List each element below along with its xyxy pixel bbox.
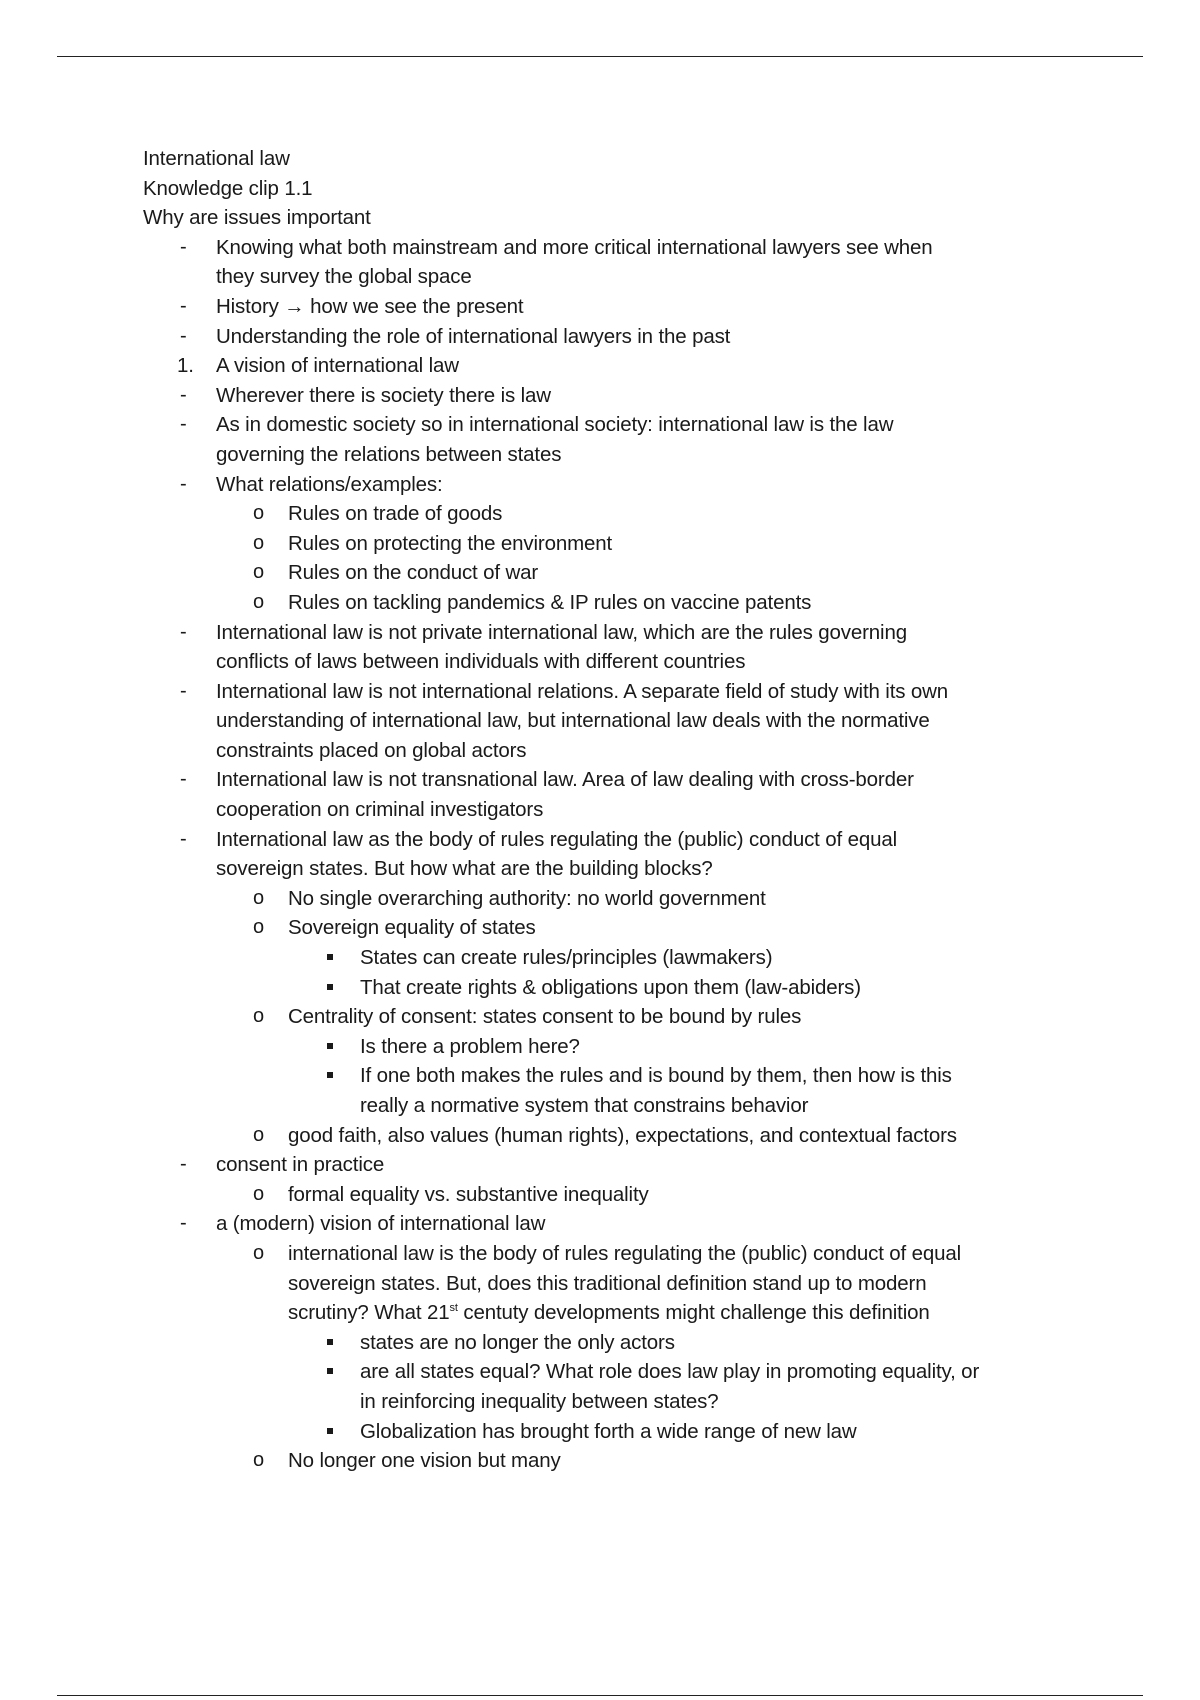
dash-bullet-icon: -: [180, 768, 187, 791]
list-item-text: sovereign states. But how what are the building blocks?: [216, 857, 713, 881]
list-item-line: [143, 647, 1103, 677]
circle-bullet-icon: o: [253, 561, 264, 584]
circle-bullet-icon: o: [253, 1449, 264, 1472]
list-item-text: International law is not international relations. A separate field of study with its own: [216, 679, 949, 703]
list-item-line: [143, 1121, 1103, 1151]
list-item: [143, 1032, 1103, 1062]
document-body: [143, 144, 1103, 1476]
list-item-line: [143, 1269, 1103, 1299]
heading-line: Knowledge clip 1.1: [143, 176, 313, 200]
dash-bullet-icon: -: [180, 235, 187, 258]
list-item: [143, 1446, 1103, 1476]
list-item-text: Knowing what both mainstream and more critical international lawyers see when: [216, 235, 933, 259]
list-item-line: [143, 322, 1103, 352]
list-item-line: [143, 292, 1103, 322]
list-number: 1.: [177, 354, 194, 378]
list-item-line: [143, 884, 1103, 914]
list-item-line: [143, 1387, 1103, 1417]
list-item-line: [143, 470, 1103, 500]
circle-bullet-icon: o: [253, 590, 264, 613]
dash-bullet-icon: -: [180, 1212, 187, 1235]
list-item-text: conflicts of laws between individuals with different countries: [216, 650, 746, 674]
superscript-text: st: [449, 1302, 458, 1315]
list-item-text: Rules on protecting the environment: [288, 531, 613, 555]
list-item-line: [143, 529, 1103, 559]
list-item-text: History → how we see the present: [216, 294, 524, 318]
list-item-line: [143, 736, 1103, 766]
list-item: [143, 1061, 1103, 1120]
list-item: [143, 943, 1103, 973]
circle-bullet-icon: o: [253, 531, 264, 554]
list-item: [143, 1357, 1103, 1416]
list-item-text: centuty developments might challenge this definition: [457, 1301, 930, 1325]
list-item-line: [143, 943, 1103, 973]
list-item: [143, 233, 1103, 292]
list-item-line: [143, 677, 1103, 707]
circle-bullet-icon: o: [253, 1241, 264, 1264]
square-bullet-icon: [327, 984, 333, 990]
heading-line: International law: [143, 147, 290, 170]
bottom-rule: [57, 1695, 1143, 1696]
list-item-text: consent in practice: [216, 1153, 385, 1177]
list-item: [143, 529, 1103, 559]
list-item: [143, 1417, 1103, 1447]
list-item: [143, 913, 1103, 943]
list-item-line: [143, 1417, 1103, 1447]
circle-bullet-icon: o: [253, 1123, 264, 1146]
list-item-line: [143, 1032, 1103, 1062]
list-item-text: A vision of international law: [216, 354, 459, 378]
list-item-line: [143, 825, 1103, 855]
list-item-line: [143, 1209, 1103, 1239]
list-item: [143, 381, 1103, 411]
list-item-text: understanding of international law, but international law deals with the normative: [216, 709, 930, 733]
dash-bullet-icon: -: [180, 324, 187, 347]
circle-bullet-icon: o: [253, 502, 264, 525]
list-item-text: Rules on the conduct of war: [288, 561, 539, 585]
list-item-text: really a normative system that constrains behavior: [360, 1094, 809, 1117]
list-item-line: [143, 410, 1103, 440]
list-item-line: [143, 706, 1103, 736]
list-item-line: [143, 233, 1103, 263]
list-item-text: they survey the global space: [216, 265, 472, 289]
list-item: [143, 1209, 1103, 1239]
list-item-line: [143, 1239, 1103, 1269]
dash-bullet-icon: -: [180, 1153, 187, 1176]
list-item-line: [143, 618, 1103, 648]
list-item: [143, 677, 1103, 766]
list-item-line: [143, 1091, 1103, 1121]
list-item-text: What relations/examples:: [216, 472, 443, 496]
list-item: [143, 1239, 1103, 1328]
list-item-line: [143, 795, 1103, 825]
list-item-line: [143, 558, 1103, 588]
list-item: [143, 1328, 1103, 1358]
square-bullet-icon: [327, 1339, 333, 1345]
square-bullet-icon: [327, 1368, 333, 1374]
list-item-line: [143, 1328, 1103, 1358]
dash-bullet-icon: -: [180, 679, 187, 702]
list-item-text: good faith, also values (human rights), expectations, and contextual factors: [288, 1123, 957, 1147]
list-item-line: [143, 1357, 1103, 1387]
list-item: [143, 1150, 1103, 1180]
list-item: [143, 884, 1103, 914]
list-item-text: Wherever there is society there is law: [216, 383, 551, 407]
list-item: [143, 1002, 1103, 1032]
list-item-text: No longer one vision but many: [288, 1449, 561, 1473]
list-item-text: As in domestic society so in international society: international law is the law: [216, 413, 894, 437]
list-item-line: [143, 1150, 1103, 1180]
list-item-line: [143, 1061, 1103, 1091]
dash-bullet-icon: -: [180, 413, 187, 436]
list-item-text: States can create rules/principles (lawmakers): [360, 946, 773, 970]
list-item-text: sovereign states. But, does this traditional definition stand up to modern: [288, 1271, 927, 1295]
list-item-text: cooperation on criminal investigators: [216, 798, 544, 822]
list-item-text: No single overarching authority: no world government: [288, 886, 766, 910]
circle-bullet-icon: o: [253, 916, 264, 939]
list-item: [143, 1180, 1103, 1210]
list-item-text: Globalization has brought forth a wide range of new law: [360, 1419, 857, 1443]
dash-bullet-icon: -: [180, 294, 187, 317]
dash-bullet-icon: -: [180, 827, 187, 850]
list-item-text: If one both makes the rules and is bound by them, then how is this: [360, 1064, 952, 1088]
square-bullet-icon: [327, 1043, 333, 1049]
square-bullet-icon: [327, 954, 333, 960]
list-item-text: International law is not transnational law. Area of law dealing with cross-border: [216, 768, 914, 792]
list-item-line: [143, 1298, 1103, 1328]
square-bullet-icon: [327, 1428, 333, 1434]
square-bullet-icon: [327, 1072, 333, 1078]
list-item-line: [143, 1446, 1103, 1476]
list-item-text: International law as the body of rules regulating the (public) conduct of equal: [216, 827, 898, 851]
list-item: [143, 825, 1103, 884]
list-item-text: constraints placed on global actors: [216, 738, 527, 762]
list-item: [143, 558, 1103, 588]
list-item: [143, 292, 1103, 322]
list-item-line: [143, 440, 1103, 470]
list-item: [143, 973, 1103, 1003]
circle-bullet-icon: o: [253, 1005, 264, 1028]
list-item-text: are all states equal? What role does law play in promoting equality, or: [360, 1360, 980, 1384]
dash-bullet-icon: -: [180, 383, 187, 406]
list-item-text: a (modern) vision of international law: [216, 1212, 546, 1236]
list-item-text: Sovereign equality of states: [288, 916, 536, 940]
list-item: [143, 765, 1103, 824]
dash-bullet-icon: -: [180, 620, 187, 643]
list-item-line: [143, 765, 1103, 795]
list-item: [143, 499, 1103, 529]
circle-bullet-icon: o: [253, 1182, 264, 1205]
list-item-text: Rules on tackling pandemics & IP rules on vaccine patents: [288, 590, 812, 614]
heading-line: Why are issues important: [143, 206, 371, 230]
circle-bullet-icon: o: [253, 886, 264, 909]
list-item-line: [143, 499, 1103, 529]
list-item-line: [143, 1180, 1103, 1210]
list-item-line: [143, 351, 1103, 381]
list-item-text: scrutiny? What 21: [288, 1301, 450, 1325]
list-item-line: [143, 973, 1103, 1003]
list-item: [143, 618, 1103, 677]
list-item-line: [143, 588, 1103, 618]
list-item-text: in reinforcing inequality between states?: [360, 1389, 719, 1413]
list-item: [143, 1121, 1103, 1151]
list-item: [143, 351, 1103, 381]
list-item-line: [143, 1002, 1103, 1032]
top-rule: [57, 56, 1143, 57]
list-item: [143, 410, 1103, 469]
list-item-text: Is there a problem here?: [360, 1034, 580, 1058]
list-item-text: Rules on trade of goods: [288, 502, 503, 526]
list-item-text: international law is the body of rules regulating the (public) conduct of equal: [288, 1241, 962, 1265]
list-item-text: states are no longer the only actors: [360, 1330, 675, 1354]
list-item: [143, 322, 1103, 352]
list-item-text: Centrality of consent: states consent to be bound by rules: [288, 1005, 802, 1029]
list-item-text: International law is not private international law, which are the rules governing: [216, 620, 907, 644]
list-item: [143, 470, 1103, 500]
list-item-text: That create rights & obligations upon them (law-abiders): [360, 975, 861, 999]
list-item-line: [143, 381, 1103, 411]
list-item-line: [143, 913, 1103, 943]
list-item-text: Understanding the role of international lawyers in the past: [216, 324, 731, 348]
list-item-line: [143, 854, 1103, 884]
list-item-line: [143, 262, 1103, 292]
list-item-text: formal equality vs. substantive inequality: [288, 1182, 649, 1206]
dash-bullet-icon: -: [180, 472, 187, 495]
list-item: [143, 588, 1103, 618]
list-item-text: governing the relations between states: [216, 442, 562, 466]
